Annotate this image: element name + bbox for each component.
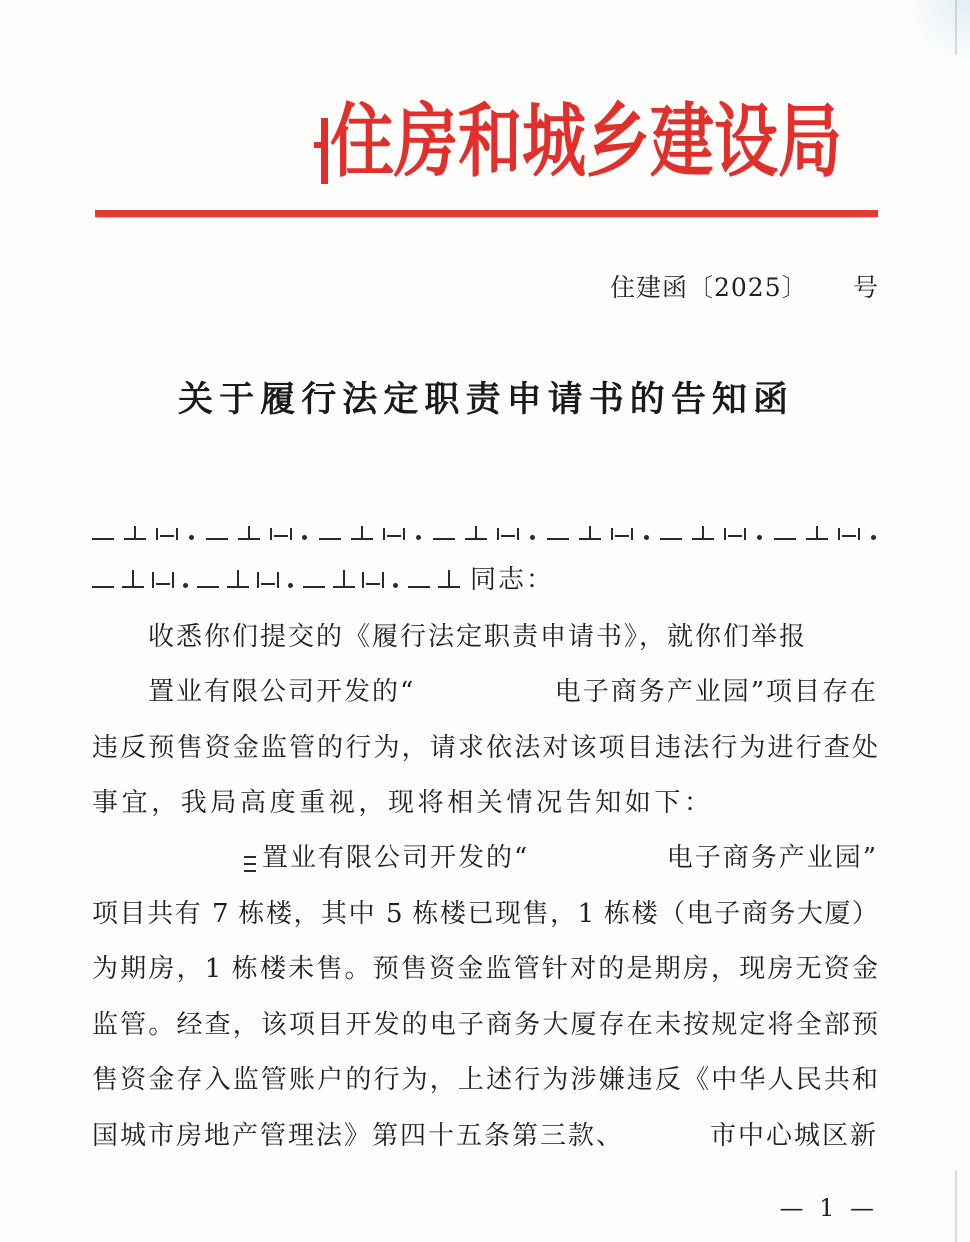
obscured-glyph-fragment bbox=[182, 572, 190, 588]
body-line-continuation: 市中心城区新 bbox=[709, 1121, 878, 1151]
obscured-glyph-fragment bbox=[838, 528, 860, 540]
scan-corner-artifact bbox=[900, 0, 970, 60]
obscured-addressee-line bbox=[92, 566, 460, 588]
obscured-glyph-fragment bbox=[433, 526, 455, 540]
obscured-glyph-fragment bbox=[333, 570, 355, 588]
obscured-glyph-fragment bbox=[238, 526, 260, 540]
obscured-glyph-fragment bbox=[303, 570, 325, 588]
body-line: 售资金存入监管账户的行为，上述行为涉嫌违反《中华人民共和 bbox=[92, 1065, 878, 1095]
scan-edge-artifact bbox=[955, 0, 957, 55]
document-number-suffix: 号 bbox=[852, 273, 878, 302]
obscured-glyph-fragment bbox=[438, 570, 460, 588]
obscured-glyph-fragment bbox=[227, 570, 249, 588]
obscured-glyph-fragment bbox=[287, 572, 295, 588]
scan-edge-artifact bbox=[955, 1170, 957, 1242]
obscured-glyph-fragment bbox=[643, 528, 651, 540]
obscured-glyph-fragment bbox=[497, 528, 519, 540]
body-line-continuation: 电子商务产业园”项目存在 bbox=[554, 677, 878, 707]
obscured-glyph-fragment bbox=[362, 572, 384, 588]
obscured-glyph-fragment bbox=[188, 528, 196, 540]
obscured-glyph-fragment bbox=[152, 572, 174, 588]
obscured-glyph-fragment bbox=[206, 526, 228, 540]
obscured-glyph-fragment bbox=[579, 526, 601, 540]
body-line: 置业有限公司开发的“ bbox=[262, 843, 530, 873]
body-line: 项目共有 7 栋楼，其中 5 栋楼已现售，1 栋楼（电子商务大厦） bbox=[92, 899, 878, 929]
header-fragment-stroke bbox=[321, 118, 328, 184]
page-number: — 1 — bbox=[779, 1194, 878, 1222]
document-number: 住建函〔2025〕 bbox=[610, 273, 808, 302]
salutation-ending: 同志： bbox=[470, 565, 555, 595]
obscured-glyph-fragment bbox=[465, 526, 487, 540]
fragment-stroke bbox=[244, 856, 256, 858]
obscured-glyph-fragment bbox=[660, 526, 682, 540]
obscured-glyph-fragment bbox=[319, 526, 341, 540]
obscured-glyph-fragment bbox=[351, 526, 373, 540]
obscured-glyph-fragment bbox=[870, 528, 878, 540]
fragment-stroke bbox=[244, 870, 256, 872]
header-fragment-stroke bbox=[314, 142, 328, 148]
agency-letterhead: 住房和城乡建设局 bbox=[330, 95, 842, 188]
obscured-glyph-fragment bbox=[257, 572, 279, 588]
obscured-glyph-fragment bbox=[415, 528, 423, 540]
obscured-glyph-fragment bbox=[529, 528, 537, 540]
obscured-glyph-fragment bbox=[756, 528, 764, 540]
obscured-addressee-line bbox=[92, 522, 878, 540]
obscured-glyph-fragment bbox=[270, 528, 292, 540]
obscured-glyph-fragment bbox=[724, 528, 746, 540]
body-line: 违反预售资金监管的行为，请求依法对该项目违法行为进行查处 bbox=[92, 733, 878, 763]
obscured-glyph-fragment bbox=[122, 570, 144, 588]
document-title: 关于履行法定职责申请书的告知函 bbox=[178, 379, 788, 420]
obscured-glyph-fragment bbox=[244, 852, 256, 874]
redacted-header-fragment bbox=[312, 112, 328, 186]
obscured-glyph-fragment bbox=[774, 526, 796, 540]
obscured-glyph-fragment bbox=[124, 526, 146, 540]
body-line: 事宜，我局高度重视，现将相关情况告知如下： bbox=[92, 788, 714, 818]
letterhead-red-rule bbox=[95, 210, 878, 217]
obscured-glyph-fragment bbox=[156, 528, 178, 540]
obscured-glyph-fragment bbox=[301, 528, 309, 540]
body-line: 为期房，1 栋楼未售。预售资金监管针对的是期房，现房无资金 bbox=[92, 954, 878, 984]
body-line: 监管。经查，该项目开发的电子商务大厦存在未按规定将全部预 bbox=[92, 1010, 878, 1040]
obscured-glyph-fragment bbox=[408, 570, 430, 588]
obscured-glyph-fragment bbox=[383, 528, 405, 540]
obscured-glyph-fragment bbox=[692, 526, 714, 540]
obscured-glyph-fragment bbox=[197, 570, 219, 588]
obscured-glyph-fragment bbox=[547, 526, 569, 540]
obscured-glyph-fragment bbox=[392, 572, 400, 588]
body-line: 收悉你们提交的《履行法定职责申请书》，就你们举报 bbox=[148, 622, 808, 652]
obscured-glyph-fragment bbox=[611, 528, 633, 540]
fragment-stroke bbox=[244, 863, 256, 865]
obscured-glyph-fragment bbox=[92, 570, 114, 588]
body-line-continuation: 电子商务产业园” bbox=[666, 843, 878, 873]
body-line: 置业有限公司开发的“ bbox=[148, 677, 416, 707]
body-line: 国城市房地产管理法》第四十五条第三款、 bbox=[92, 1121, 625, 1151]
obscured-glyph-fragment bbox=[806, 526, 828, 540]
obscured-glyph-fragment bbox=[92, 526, 114, 540]
